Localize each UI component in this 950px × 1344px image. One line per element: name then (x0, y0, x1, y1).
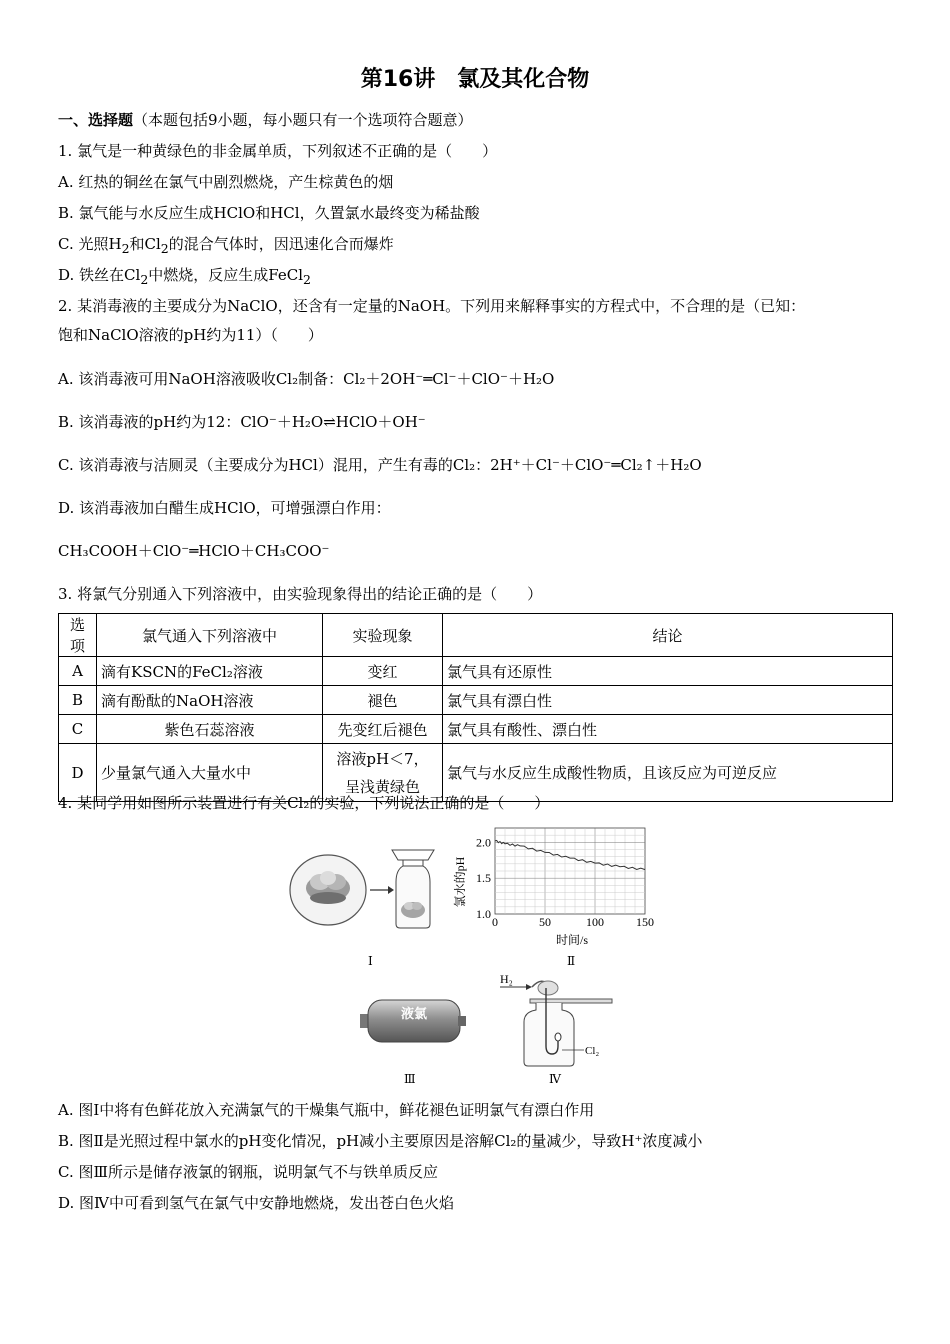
figure-3 (358, 994, 470, 1048)
y-tick-label: 1.0 (476, 907, 491, 921)
table-row: B 滴有酚酞的NaOH溶液 褪色 氯气具有漂白性 (59, 686, 893, 715)
y-tick-label: 2.0 (476, 835, 491, 850)
q2-stem-line2: 饱和NaClO溶液的pH约为11）（ ） (58, 326, 323, 344)
q2-option-b: B. 该消毒液的pH约为12：ClO⁻＋H₂O⇌HClO＋OH⁻ (58, 413, 426, 431)
arrow-icon (526, 984, 532, 990)
lid-plate (530, 999, 612, 1003)
x-tick-label: 100 (586, 915, 604, 929)
header-cell: 氯气通入下列溶液中 (97, 614, 323, 657)
section-heading: 一、选择题（本题包括9小题，每小题只有一个选项符合题意） (58, 111, 473, 129)
q1-option-c: C. 光照$H_2$和$Cl_2$的混合气体时，因迅速化合而爆炸 (58, 235, 394, 256)
q1-option-b: B. 氯气能与水反应生成HClO和HCl，久置氯水最终变为稀盐酸 (58, 204, 480, 222)
q4-option-b: B. 图Ⅱ是光照过程中氯水的pH变化情况，pH减小主要原因是溶解Cl₂的量减少，导致H⁺浓度减小 (58, 1132, 703, 1150)
q4-option-a: A. 图Ⅰ中将有色鲜花放入充满氯气的干燥集气瓶中，鲜花褪色证明氯气有漂白作用 (58, 1101, 595, 1119)
y-tick-label: 1.5 (476, 871, 491, 886)
figure-3-label: Ⅲ (404, 1072, 416, 1086)
figure-2-label: Ⅱ (567, 954, 576, 968)
x-tick-label: 50 (539, 915, 551, 929)
table-row: C 紫色石蕊溶液 先变红后褪色 氯气具有酸性、漂白性 (59, 715, 893, 744)
ph-series-line (495, 841, 645, 870)
q2-option-d: D. 该消毒液加白醋生成HClO，可增强漂白作用： (58, 499, 391, 517)
page-title: 第16讲 氯及其化合物 (360, 67, 590, 92)
figure-1 (288, 838, 448, 948)
figure-4-label: Ⅳ (549, 1072, 561, 1086)
cylinder-text: 液氯 (400, 1007, 428, 1022)
q1-option-d: D. 铁丝在$Cl_2$中燃烧，反应生成FeCl$_2$ (58, 266, 311, 287)
ph-chart (450, 822, 660, 950)
q3-stem: 3. 将氯气分别通入下列溶液中，由实验现象得出的结论正确的是（ ） (58, 585, 543, 603)
x-tick-label: 150 (636, 915, 654, 929)
q1-option-a: A. 红热的铜丝在氯气中剧烈燃烧，产生棕黄色的烟 (58, 173, 394, 191)
table-header-row (59, 614, 893, 657)
chart-grid (495, 828, 645, 914)
figure-4 (496, 966, 614, 1070)
figure-1-label: Ⅰ (368, 954, 373, 968)
y-axis-label: 氯水的pH (453, 856, 467, 908)
q2-option-c: C. 该消毒液与洁厕灵（主要成分为HCl）混用，产生有毒的Cl₂：2H⁺＋Cl⁻＋ClO⁻═Cl₂↑＋H₂O (58, 456, 702, 474)
section-note: （本题包括9小题，每小题只有一个选项符合题意） (133, 111, 473, 129)
header-cell: 结论 (443, 614, 893, 657)
q4-option-c: C. 图Ⅲ所示是储存液氯的钢瓶，说明氯气不与铁单质反应 (58, 1163, 438, 1181)
table-row: D 少量氯气通入大量水中 溶液pH＜7， 呈浅黄绿色 氯气与水反应生成酸性物质，且该反应为可逆反应 (59, 744, 893, 802)
q4-option-d: D. 图Ⅳ中可看到氢气在氯气中安静地燃烧，发出苍白色火焰 (58, 1194, 455, 1212)
q1-stem: 1. 氯气是一种黄绿色的非金属单质，下列叙述不正确的是（ ） (58, 142, 498, 160)
cl2-label: Cl₂ (585, 1045, 600, 1057)
q2-option-d-equation: CH₃COOH＋ClO⁻═HClO＋CH₃COO⁻ (58, 542, 330, 560)
table-row: A 滴有KSCN的FeCl₂溶液 变红 氯气具有还原性 (59, 657, 893, 686)
q4-stem: 4. 某同学用如图所示装置进行有关Cl₂的实验，下列说法正确的是（ ） (58, 794, 550, 812)
gas-bottle (524, 1003, 574, 1066)
q2-option-a: A. 该消毒液可用NaOH溶液吸收Cl₂制备：Cl₂＋2OH⁻═Cl⁻＋ClO⁻＋H₂O (58, 370, 555, 388)
gas-jar (392, 850, 434, 928)
x-axis-label: 时间/s (555, 933, 589, 947)
q3-table (58, 613, 893, 802)
header-cell: 实验现象 (323, 614, 443, 657)
header-cell: 选项 (59, 614, 97, 657)
h2-label: H₂ (500, 972, 513, 986)
x-tick-label: 0 (492, 915, 498, 929)
q2-stem-line1: 2. 某消毒液的主要成分为NaClO，还含有一定量的NaOH。下列用来解释事实的方程式中，不合理的是（已知： (58, 297, 806, 315)
